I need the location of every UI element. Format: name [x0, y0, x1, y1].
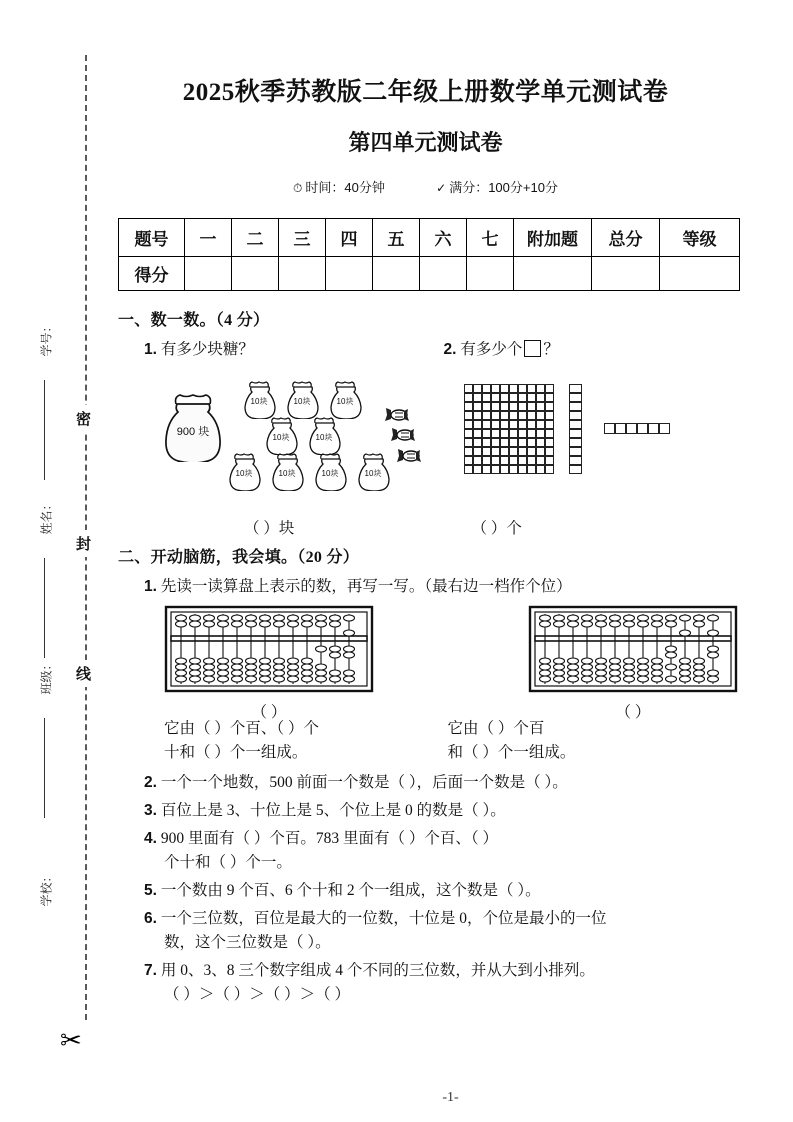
svg-text:900 块: 900 块	[176, 426, 210, 439]
score-col-grade: 等级	[660, 219, 740, 257]
candy-bag-small-6	[226, 450, 263, 491]
abacus-right-answer-blank[interactable]: （ ）	[615, 704, 651, 722]
svg-text:10块: 10块	[364, 469, 382, 479]
score-col-4: 四	[326, 219, 373, 257]
q1-2-answer-blank[interactable]: （ ）个	[471, 520, 522, 538]
question-1-1	[118, 338, 426, 362]
q2-7-answer-blanks[interactable]: （ ）＞（ ）＞（ ）＞（ ）	[164, 986, 351, 1004]
question-2-4	[118, 827, 733, 875]
score-col-7: 七	[467, 219, 514, 257]
score-col-extra: 附加题	[514, 219, 592, 257]
q2-1-left-line2[interactable]: 十和（ ）个一组成。	[164, 744, 308, 762]
table-row-header	[119, 219, 740, 257]
q2-6-text-line2[interactable]: 数，这个三位数是（ ）。	[164, 934, 331, 952]
abacus-left-answer-blank[interactable]: （ ）	[251, 704, 287, 722]
q2-2-text[interactable]: 一个一个地数，500 前面一个数是（ ），后面一个数是（ ）。	[160, 774, 568, 792]
test-paper-sheet	[108, 0, 793, 1122]
loose-candy-3	[396, 449, 426, 468]
seal-rule-2	[44, 558, 45, 658]
question-2-5	[118, 879, 733, 903]
candy-bag-small-5	[306, 414, 343, 455]
q2-1-right-line2[interactable]: 和（ ）个一组成。	[447, 744, 576, 762]
candy-bag-small-4	[263, 414, 300, 455]
section-1-heading: 一、数一数。（4 分）	[118, 312, 270, 329]
score-cell-7[interactable]	[467, 257, 514, 291]
q2-4-number: 4.	[144, 830, 157, 848]
score-col-2: 二	[232, 219, 279, 257]
scissors-icon: ✂	[60, 1026, 82, 1056]
q1-2-text-before: 有多少个	[460, 341, 523, 358]
svg-text:10块: 10块	[315, 433, 333, 443]
q2-5-text[interactable]: 一个数由 9 个百、6 个十和 2 个一组成，这个数是（ ）。	[160, 882, 541, 900]
q1-1-text: 有多少块糖？	[160, 341, 254, 358]
q1-2-text-after: ？	[543, 341, 559, 358]
score-cell-3[interactable]	[279, 257, 326, 291]
seal-rule-1	[44, 380, 45, 480]
question-2-1	[118, 575, 733, 599]
q2-5-number: 5.	[144, 882, 157, 900]
q2-1-right-line1[interactable]: 它由（ ）个百	[447, 720, 545, 738]
hundred-grid	[464, 384, 554, 474]
score-cell-6[interactable]	[420, 257, 467, 291]
q2-1-left-line1[interactable]: 它由（ ）个百、（ ）个	[164, 720, 320, 738]
exam-score-label: 满分：100分+10分	[449, 180, 558, 195]
candy-bag-small-7	[269, 450, 306, 491]
abacus-illustration-row	[118, 605, 733, 722]
candy-bag-small-2	[284, 378, 321, 419]
score-cell-4[interactable]	[326, 257, 373, 291]
unit-square-icon	[524, 340, 541, 357]
q1-1-illustration	[118, 366, 426, 516]
check-icon: ✓	[436, 181, 447, 195]
loose-candy-1	[384, 408, 414, 427]
score-cell-extra[interactable]	[514, 257, 592, 291]
svg-text:10块: 10块	[336, 397, 354, 407]
candy-bag-small-9	[355, 450, 392, 491]
q1-1-number: 1.	[144, 341, 157, 358]
q2-1-number: 1.	[144, 578, 157, 596]
question-2-2	[118, 771, 733, 795]
page-number: -1-	[442, 1090, 459, 1105]
exam-meta	[118, 177, 733, 196]
score-cell-5[interactable]	[373, 257, 420, 291]
score-cell-total[interactable]	[592, 257, 660, 291]
ten-strip	[569, 384, 582, 474]
seal-rule-3	[44, 718, 45, 818]
svg-text:10块: 10块	[235, 469, 253, 479]
q2-3-number: 3.	[144, 802, 157, 820]
abacus-right	[528, 605, 738, 722]
question-1-2	[426, 338, 734, 362]
q2-4-text-line2[interactable]: 个十和（ ）个一。	[164, 854, 292, 872]
q2-6-text: 一个三位数，百位是最大的一位数，十位是 0，个位是最小的一位	[160, 910, 607, 928]
unit-strip	[604, 423, 670, 434]
exam-time-label: 时间：40分钟	[305, 180, 385, 195]
score-col-1: 一	[185, 219, 232, 257]
score-cell-grade[interactable]	[660, 257, 740, 291]
score-cell-2[interactable]	[232, 257, 279, 291]
score-table	[118, 218, 740, 291]
q1-2-illustration	[426, 366, 734, 516]
exam-time	[293, 177, 385, 196]
page-title: 2025秋季苏教版二年级上册数学单元测试卷	[182, 79, 669, 106]
svg-text:10块: 10块	[293, 397, 311, 407]
seal-margin	[0, 0, 108, 1122]
abacus-left	[164, 605, 374, 722]
score-cell-1[interactable]	[185, 257, 232, 291]
question-2-6	[118, 907, 733, 955]
score-table-row-label-1: 得分	[119, 257, 185, 291]
score-col-total: 总分	[592, 219, 660, 257]
section-2-heading: 二、开动脑筋，我会填。（20 分）	[118, 549, 360, 567]
svg-text:10块: 10块	[278, 469, 296, 479]
q2-4-text[interactable]: 900 里面有（ ）个百。783 里面有（ ）个百、（ ）	[160, 830, 498, 848]
score-col-5: 五	[373, 219, 420, 257]
q2-3-text[interactable]: 百位上是 3、十位上是 5、个位上是 0 的数是（ ）。	[160, 802, 506, 820]
candy-bag-small-1	[241, 378, 278, 419]
q2-2-number: 2.	[144, 774, 157, 792]
field-school: 学校：	[39, 870, 54, 907]
q1-2-number: 2.	[443, 341, 457, 358]
page-subtitle: 第四单元测试卷	[348, 130, 503, 155]
score-col-6: 六	[420, 219, 467, 257]
field-class: 班级：	[39, 658, 54, 695]
loose-candy-2	[390, 428, 420, 447]
q2-7-number: 7.	[144, 962, 157, 980]
table-row-scores	[119, 257, 740, 291]
q2-1-text: 先读一读算盘上表示的数，再写一写。（最右边一档作个位）	[160, 578, 572, 596]
seal-word-xian: 线	[62, 660, 106, 687]
candy-bag-small-8	[312, 450, 349, 491]
score-col-3: 三	[279, 219, 326, 257]
q2-6-number: 6.	[144, 910, 157, 928]
seal-word-feng: 封	[62, 530, 106, 557]
candy-bag-small-3	[327, 378, 364, 419]
svg-text:10块: 10块	[272, 433, 290, 443]
exam-score	[436, 177, 558, 196]
question-2-3	[118, 799, 733, 823]
q2-7-text: 用 0、3、8 三个数字组成 4 个不同的三位数，并从大到小排列。	[160, 962, 595, 980]
seal-word-mi: 密	[62, 405, 106, 432]
clock-icon: ⏱	[293, 181, 303, 195]
q1-1-answer-blank[interactable]: （ ）块	[244, 520, 295, 538]
candy-bag-large	[160, 388, 226, 462]
svg-text:10块: 10块	[250, 397, 268, 407]
svg-text:10块: 10块	[321, 469, 339, 479]
score-table-row-label-0: 题号	[119, 219, 185, 257]
question-2-7	[118, 959, 733, 1007]
field-student-number: 学号：	[39, 320, 54, 357]
field-name: 姓名：	[39, 498, 54, 535]
